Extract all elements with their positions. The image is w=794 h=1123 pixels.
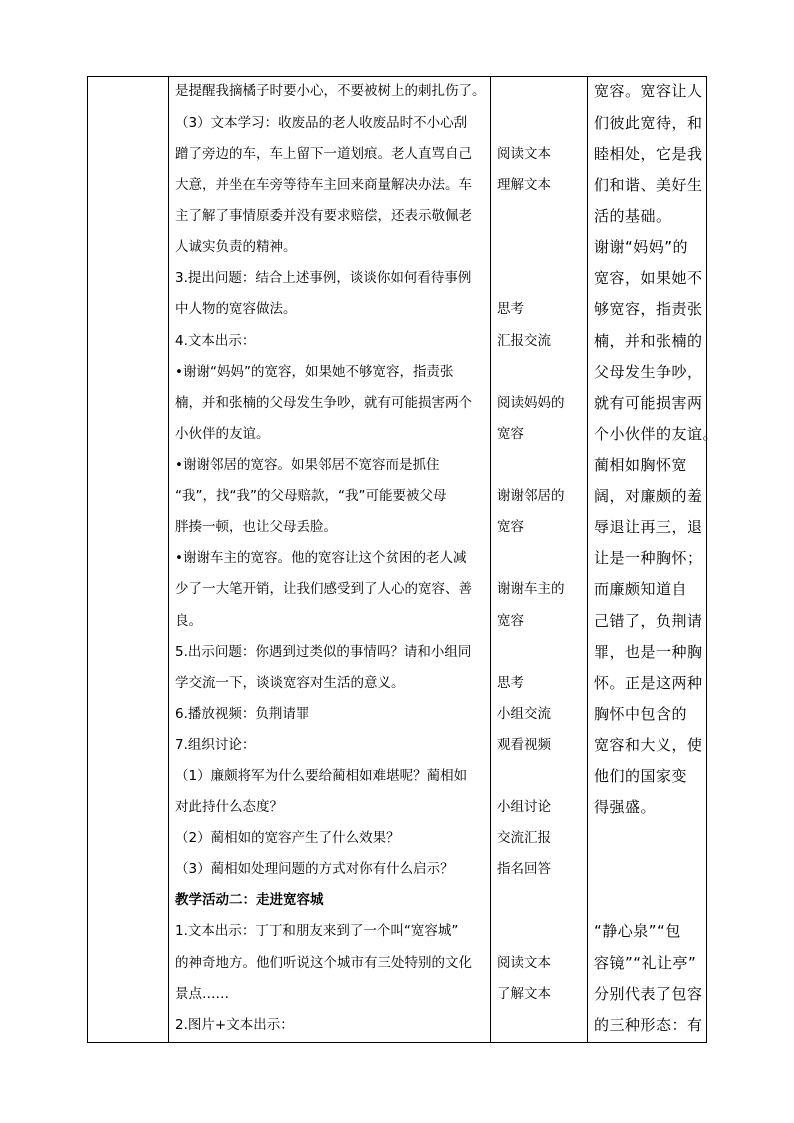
content-line: 4.文本出示： [175,333,256,349]
student-line: 交流汇报 [497,830,551,846]
student-line: 思考 [497,675,524,691]
intent-line: 宽容和大义，使 [594,736,703,754]
student-line: 汇报交流 [497,333,551,349]
intent-line: 罪，也是一种胸 [594,643,703,661]
content-line: （3）文本学习：收废品的老人收废品时不小心刮 [175,115,468,131]
content-line: 胖揍一顿，也让父母丢脸。 [175,519,337,535]
intent-line: 蔺相如胸怀宽 [594,456,688,474]
student-line: 阅读文本 [497,955,551,971]
content-line: （2）蔺相如的宽容产生了什么效果？ [175,830,400,846]
student-line: 小组交流 [497,706,551,722]
content-line: 中人物的宽容做法。 [175,301,297,317]
intent-line: 够宽容，指责张 [594,300,703,318]
content-line: 3.提出问题：结合上述事例，谈谈你如何看待事例 [175,270,472,286]
student-line: 阅读文本 [497,146,551,162]
intent-line: 让是一种胸怀； [594,549,703,567]
intent-line: 怀。正是这两种 [594,674,703,692]
intent-line: 睦相处，它是我 [594,145,703,163]
student-line: 观看视频 [497,737,551,753]
content-line: 的神奇地方。他们听说这个城市有三处特别的文化 [175,955,472,971]
content-line: 5.出示问题：你遇到过类似的事情吗？请和小组同 [175,644,472,660]
content-line: 对此持什么态度？ [175,799,283,815]
teacher-activity-column [169,77,491,1042]
intent-line: 而廉颇知道自 [594,580,688,598]
student-line: 谢谢车主的 [497,581,565,597]
intent-line: 己错了，负荆请 [594,612,703,630]
intent-line: 就有可能损害两 [594,394,703,412]
lesson-plan-table [87,76,719,1043]
content-line: 主了解了事情原委并没有要求赔偿，还表示敬佩老 [175,208,472,224]
intent-line: 容镜”“礼让亭” [594,954,697,972]
student-line: 阅读妈妈的 [497,395,565,411]
intent-line: 阔，对廉颇的羞 [594,487,703,505]
content-line: 教学活动二：走进宽容城 [175,892,324,908]
content-line: （3）蔺相如处理问题的方式对你有什么启示？ [175,861,454,877]
intent-line: 们和谐、美好生 [594,176,703,194]
intent-line: 辱退让再三，退 [594,518,703,536]
intent-line: 得强盛。 [594,798,657,816]
content-line: •谢谢“妈妈”的宽容，如果她不够宽容，指责张 [175,364,454,380]
intent-line: 胸怀中包含的 [594,705,688,723]
content-line: 6.播放视频：负荆请罪 [175,706,310,722]
student-line: 宽容 [497,426,524,442]
student-line: 谢谢邻居的 [497,488,565,504]
content-line: 楠，并和张楠的父母发生争吵，就有可能损害两个 [175,395,472,411]
content-line: “我”，找“我”的父母赔款，“我”可能要被父母 [175,488,447,504]
content-line: 是提醒我摘橘子时要小心，不要被树上的刺扎伤了。 [175,83,486,99]
intent-line: 个小伙伴的友谊。 [594,425,719,443]
intent-line: 谢谢“妈妈”的 [594,238,689,256]
content-line: 人诚实负责的精神。 [175,239,297,255]
student-line: 了解文本 [497,986,551,1002]
content-line: 景点…… [175,986,229,1002]
content-line: 少了一大笔开销，让我们感受到了人心的宽容、善 [175,581,472,597]
intent-line: 宽容。宽容让人 [594,82,703,100]
student-line: 思考 [497,301,524,317]
stage-column [88,77,169,1042]
intent-line: “静心泉”“包 [594,922,681,940]
intent-line: 的三种形态：有 [594,1016,703,1034]
intent-line: 活的基础。 [594,207,672,225]
content-line: （1）廉颇将军为什么要给蔺相如难堪呢？蔺相如 [175,768,468,784]
student-line: 小组讨论 [497,799,551,815]
intent-line: 他们的国家变 [594,767,688,785]
content-line: 小伙伴的友谊。 [175,426,270,442]
student-activity-column [491,77,588,1042]
content-line: •谢谢车主的宽容。他的宽容让这个贫困的老人减 [175,550,467,566]
intent-line: 们彼此宽待，和 [594,114,703,132]
content-line: •谢谢邻居的宽容。如果邻居不宽容而是抓住 [175,457,440,473]
student-line: 指名回答 [497,861,551,877]
content-line: 1.文本出示：丁丁和朋友来到了一个叫“宽容城” [175,923,459,939]
content-line: 学交流一下，谈谈宽容对生活的意义。 [175,675,405,691]
content-line: 7.组织讨论： [175,737,256,753]
content-line: 良。 [175,613,202,629]
intent-line: 父母发生争吵， [594,363,703,381]
student-line: 宽容 [497,519,524,535]
design-intent-column [588,77,719,1042]
content-line: 2.图片+文本出示： [175,1017,294,1033]
intent-line: 楠，并和张楠的 [594,332,703,350]
content-line: 蹭了旁边的车，车上留下一道划痕。老人直骂自己 [175,146,472,162]
intent-line: 宽容，如果她不 [594,269,703,287]
intent-line: 分别代表了包容 [594,985,703,1003]
content-line: 大意，并坐在车旁等待车主回来商量解决办法。车 [175,177,472,193]
student-line: 宽容 [497,613,524,629]
student-line: 理解文本 [497,177,551,193]
